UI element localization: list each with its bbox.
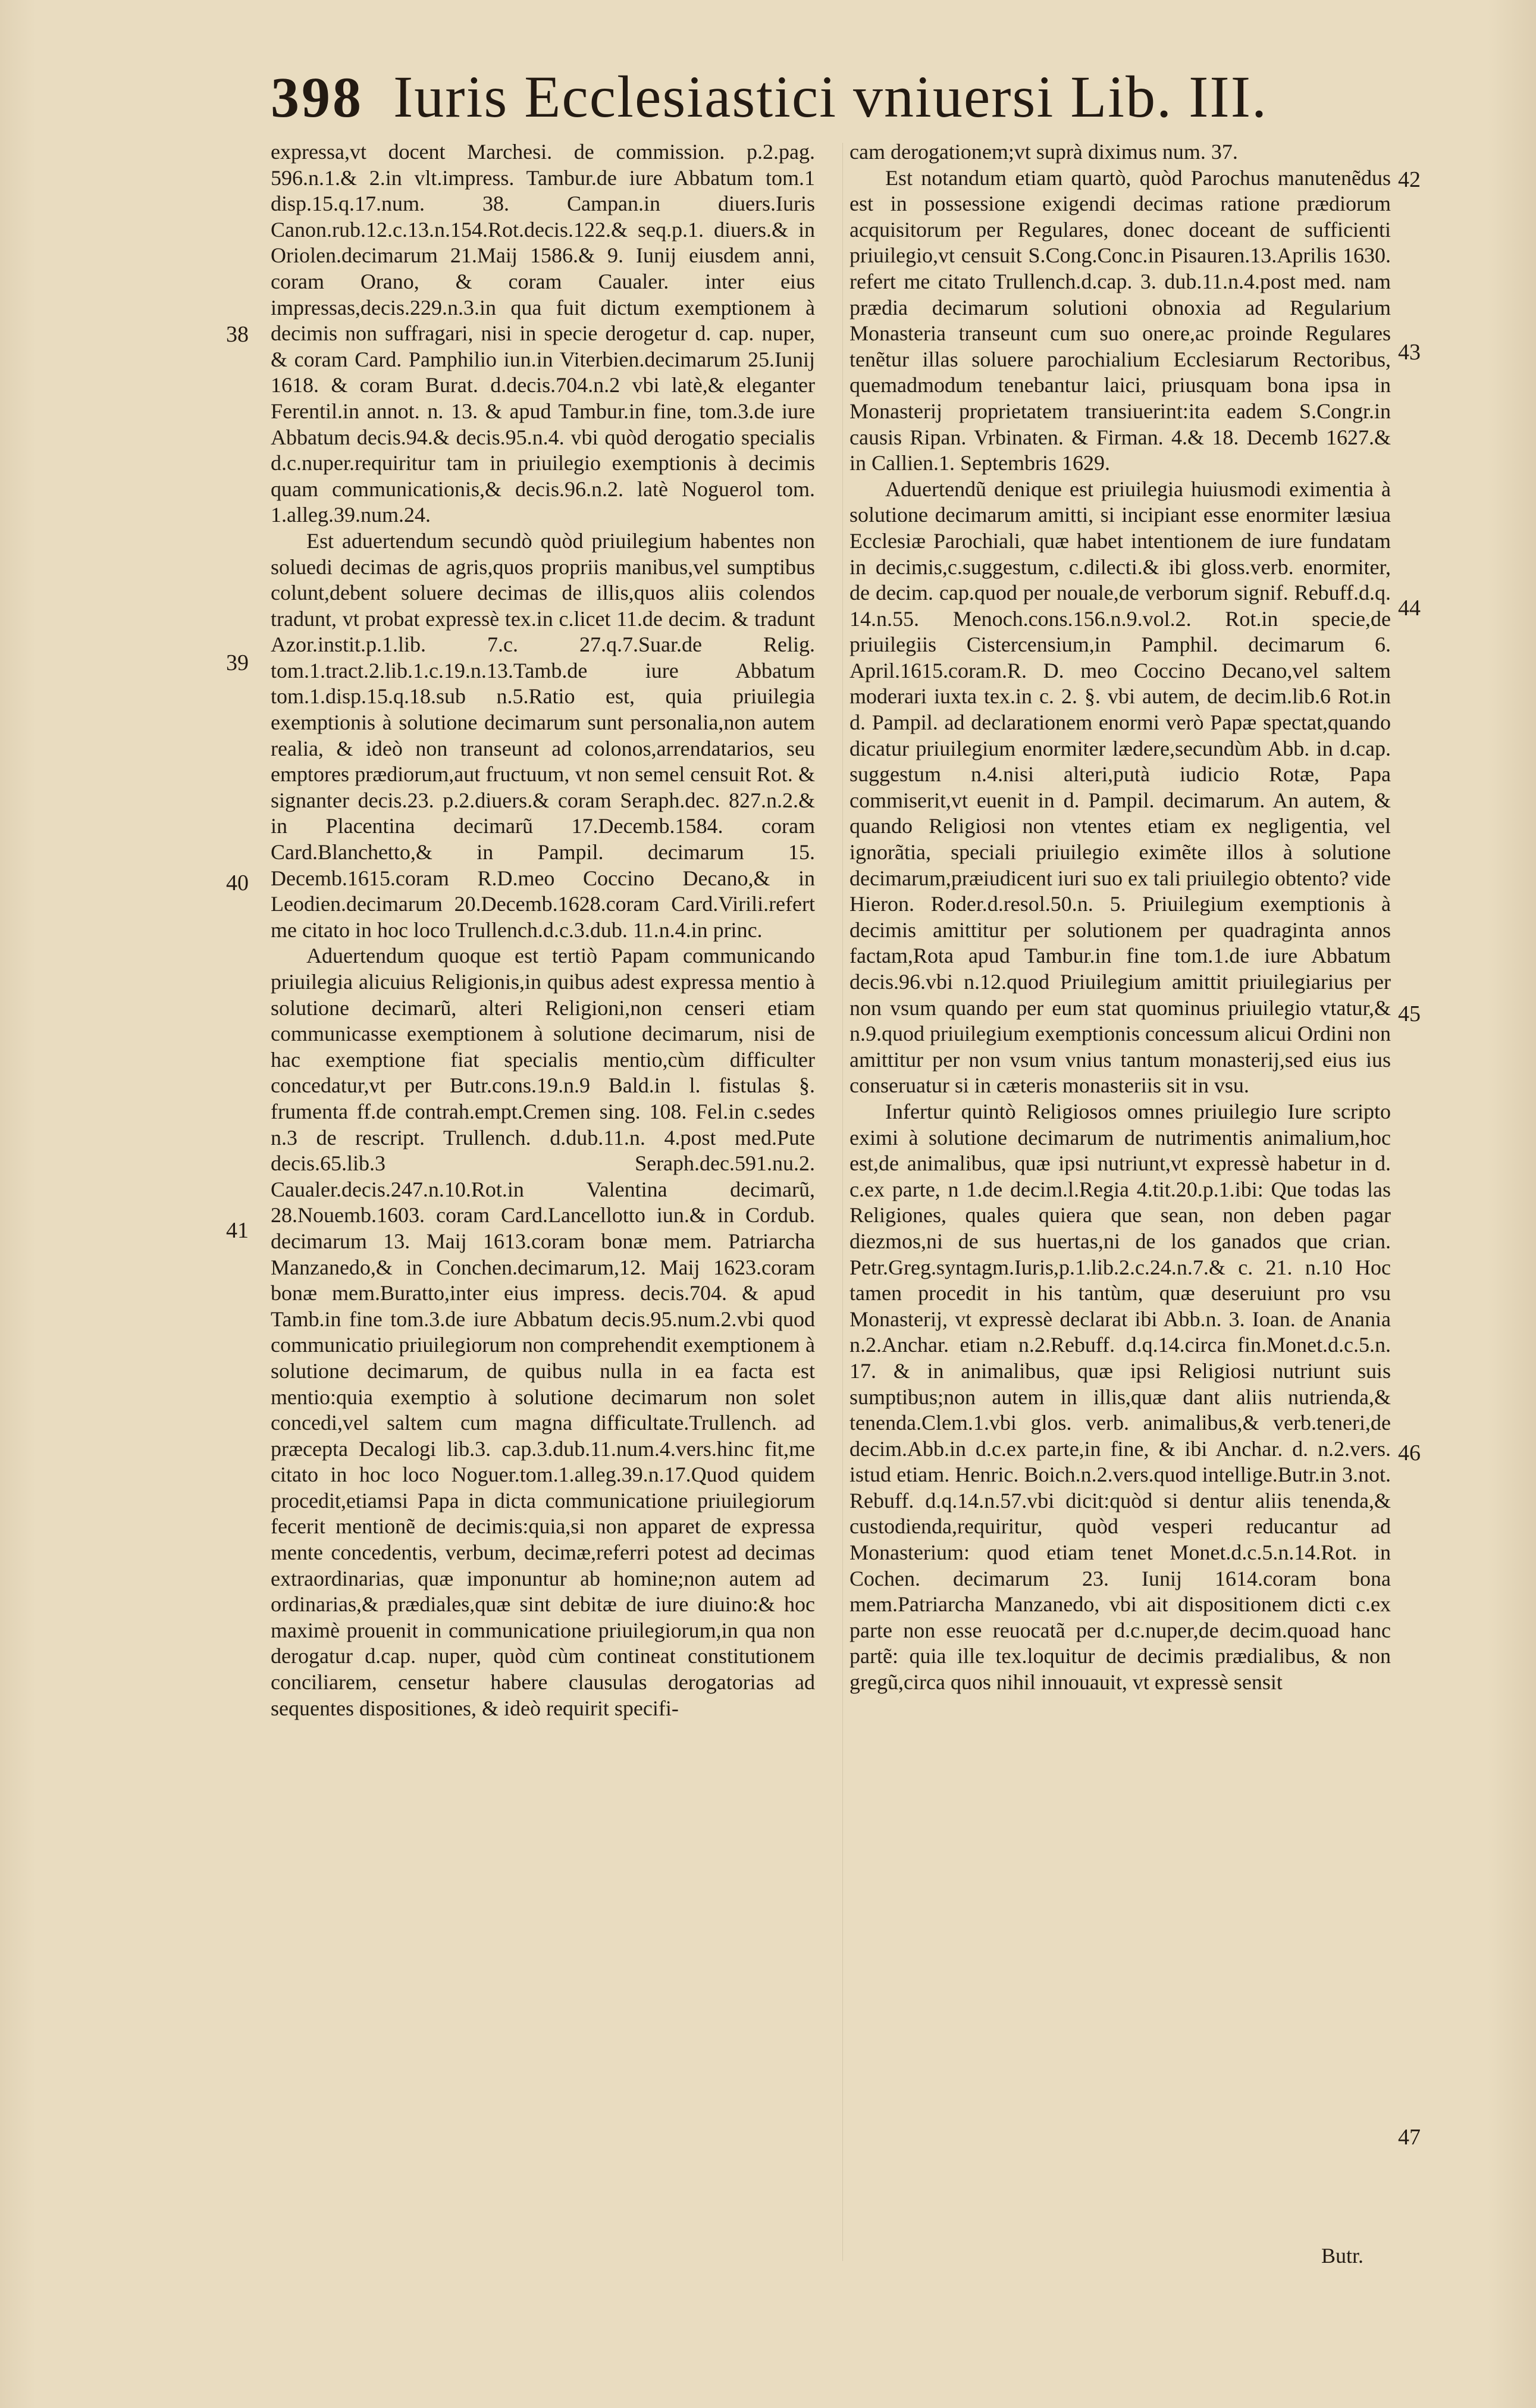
margin-number: 43 xyxy=(1398,340,1421,365)
paragraph: Est aduertendum secundò quòd priuilegium habentes non soluedi decimas de agris,quos propriis manibus,vel sumptibus colunt,debent soluere decimas de illis,quos aliis colendos tradunt, vt probat expressè tex.in c.licet 11.de decim. & tradunt Azor.instit.p.1.lib. 7.c. 27.q.7.Suar.de Relig. tom.1.tract.2.lib.1.c.19.n.13.Tamb.de iure Abbatum tom.1.disp.15.q.18.sub n.5.Ratio est, quia priuilegia exemptionis à solutione decimarum sunt personalia,non autem realia, & ideò non transeunt ad colonos,arrendatarios, seu emptores prædiorum,aut fructuum, vt non semel censuit Rot. & signanter decis.23. p.2.diuers.& coram Seraph.dec. 827.n.2.& in Placentina decimarũ 17.Decemb.1584. coram Card.Blanchetto,& in Pampil. decimarum 15. Decemb.1615.coram R.D.meo Coccino Decano,& in Leodien.decimarum 20.Decemb.1628.coram Card.Virili.refert me citato in hoc loco Trullench.d.c.3.dub. 11.n.4.in princ. xyxy=(271,528,815,942)
margin-number: 44 xyxy=(1398,596,1421,621)
margin-number: 46 xyxy=(1398,1441,1421,1466)
catchword: Butr. xyxy=(1321,2244,1363,2268)
margin-number: 42 xyxy=(1398,167,1421,192)
left-column xyxy=(271,139,815,1721)
page-number: 398 xyxy=(271,65,363,129)
paragraph: Aduertendũ denique est priuilegia huiusmodi eximentia à solutione decimarum amitti, si incipiant esse enormiter læsiua Ecclesiæ Parochiali, quæ habet intentionem de iure fundatam in decimis,c.suggestum, c.dilecti.& ibi gloss.verb. enormiter, de decim. cap.quod per nouale,de verborum signif. Rebuff.d.q. 14.n.55. Menoch.cons.156.n.9.vol.2. Rot.in specie,de priuilegiis Cistercensium,in Pamphil. decimarum 6. April.1615.coram.R. D. meo Coccino Decano,vel saltem moderari iuxta tex.in c. 2. §. vbi autem, de decim.lib.6 Rot.in d. Pampil. ad declarationem enormi verò Papæ spectat,quando dicatur priuilegium enormiter lædere,secundùm Abb. in d.cap. suggestum n.4.nisi alteri,putà iudicio Rotæ, Papa commiserit,vt euenit in d. Pampil. decimarum. An autem, & quando Religiosi non vtentes etiam ex negligentia, vel ignorãtia, speciali priuilegio eximẽte illos à solutione decimarum,præiudicent iuri suo ex tali priuilegio obtento? vide Hieron. Roder.d.resol.50.n. 5. Priuilegium exemptionis à decimis amittitur per solutionem per quadraginta annos factam,Rota apud Tambur.in fine tom.1.de iure Abbatum decis.96.vbi n.12.quod Priuilegium amittit priuilegiarius per non vsum quando per eum stat quominus priuilegio vtatur,& n.9.quod priuilegium exemptionis concessum alicui Ordini non amittitur per non vsum vnius tantum monasterij,sed eius ius conseruatur si in cæteris monasteriis sit in vsu. xyxy=(849,477,1391,1098)
margin-number: 45 xyxy=(1398,1001,1421,1026)
margin-number: 41 xyxy=(226,1218,249,1243)
margin-number: 38 xyxy=(226,322,249,347)
paragraph: Infertur quintò Religiosos omnes priuilegio Iure scripto eximi à solutione decimarum de nutrimentis animalium,hoc est,de animalibus, quæ ipsi nutriunt,vt expressè habetur in d. c.ex parte, n 1.de decim.l.Regia 4.tit.20.p.1.ibi: Que todas las Religiones, quales quiera que sean, non deben pagar diezmos,ni de sus huertas,ni de los ganados que crian. Petr.Greg.syntagm.Iuris,p.1.lib.2.c.24.n.7.& c. 21. n.10 Hoc tamen procedit in his tantùm, quæ deseruiunt pro vsu Monasterij, vt expressè declarat ibi Abb.n. 3. Ioan. de Anania n.2.Anchar. etiam n.2.Rebuff. d.q.14.circa fin.Monet.d.c.5.n. 17. & in animalibus, quæ ipsi Religiosi nutriunt suis sumptibus;non autem in illis,quæ dant aliis nutrienda,& tenenda.Clem.1.vbi glos. verb. animalibus,& verb.teneri,de decim.Abb.in d.c.ex parte,in fine, & ibi Anchar. d. n.2.vers. istud etiam. Henric. Boich.n.2.vers.quod intellige.Butr.in 3.not. Rebuff. d.q.14.n.57.vbi dicit:quòd si dentur aliis tenenda,& custodienda,requiritur, quòd vesperi reducantur ad Monasterium: quod etiam tenet Monet.d.c.5.n.14.Rot. in Cochen. decimarum 23. Iunij 1614.coram bona mem.Patriarcha Manzanedo, vbi ait dispositionem dicti c.ex parte non esse reuocatã per d.c.nuper,de decim.quoad hanc partẽ: quia ille tex.loquitur de decimis prædialibus, & non gregũ,circa quos nihil innouauit, vt expressè sensit xyxy=(849,1099,1391,1695)
column-gutter xyxy=(842,143,843,2261)
right-column xyxy=(849,139,1391,1696)
paragraph: cam derogationem;vt suprà diximus num. 37. xyxy=(849,140,1238,164)
margin-number: 40 xyxy=(226,870,249,895)
page-header xyxy=(271,62,1377,134)
running-title: Iuris Ecclesiastici vniuersi Lib. III. xyxy=(393,64,1268,130)
paragraph: Est notandum etiam quartò, quòd Parochus manutenẽdus est in possessione exigendi decimas ratione prædiorum acquisitorum per Regulares, donec doceant de sufficienti priuilegio,vt censuit S.Cong.Conc.in Pisauren.13.Aprilis 1630. refert me citato Trullench.d.cap. 3. dub.11.n.4.post med. nam prædia decimarum solutioni obnoxia ad Regularium Monasteria transeunt cum suo onere,ac proinde Regulares tenẽtur illas soluere parochialium Ecclesiarum Rectoribus, quemadmodum tenebantur laici, priusquam bona ipsa in Monasterij proprietatem transiuerint:ita eadem S.Congr.in causis Ripan. Vrbinaten. & Firman. 4.& 18. Decemb 1627.& in Callien.1. Septembris 1629. xyxy=(849,165,1391,475)
margin-number: 39 xyxy=(226,650,249,675)
margin-number: 47 xyxy=(1398,2125,1421,2150)
paragraph: Aduertendum quoque est tertiò Papam communicando priuilegia alicuius Religionis,in quibus adest expressa mentio à solutione decimarũ, alteri Religioni,non censeri etiam communicasse exemptionem à solutione decimarum, nisi de hac exemptione fiat specialis mentio,cùm difficulter concedatur,vt per Butr.cons.19.n.9 Bald.in l. fistulas §. frumenta ff.de contrah.empt.Cremen sing. 108. Fel.in c.sedes n.3 de rescript. Trullench. d.dub.11.n. 4.post med.Pute decis.65.lib.3 Seraph.dec.591.nu.2. Caualer.decis.247.n.10.Rot.in Valentina decimarũ, 28.Nouemb.1603. coram Card.Lancellotto iun.& in Cordub. decimarum 13. Maij 1613.coram bonæ mem. Patriarcha Manzanedo,& in Conchen.decimarum,12. Maij 1623.coram bonæ mem.Buratto,inter eius impress. decis.704. & apud Tamb.in fine tom.3.de iure Abbatum decis.95.num.2.vbi quod communicatio priuilegiorum non comprehendit exemptionem à solutione decimarum, de quibus nulla in ea facta est mentio:quia exemptio à solutione decimarum non solet concedi,vel saltem cum magna difficultate.Trullench. ad præcepta Decalogi lib.3. cap.3.dub.11.num.4.vers.hinc fit,me citato in hoc loco Noguer.tom.1.alleg.39.n.17.Quod quidem procedit,etiamsi Papa in dicta communicatione priuilegiorum fecerit mentionẽ de decimis:quia,si non apparet de expressa mente concedentis, verbum, decimæ,referri potest ad decimas extraordinarias, quæ imponuntur ab homine;non autem ad ordinarias,& prædiales,quæ sint debitæ de iure diuino:& hoc maximè prouenit in communicatione priuilegiorum,in qua non derogatur d.cap. nuper, quòd cùm contineat constitutionem conciliarem, censetur habere clausulas derogatorias ad sequentes dispositiones, & ideò requirit specifi- xyxy=(271,944,815,1720)
paragraph: expressa,vt docent Marchesi. de commission. p.2.pag. 596.n.1.& 2.in vlt.impress. Tambur.de iure Abbatum tom.1 disp.15.q.17.num. 38. Campan.in diuers.Iuris Canon.rub.12.c.13.n.154.Rot.decis.122.& seq.p.1. diuers.& in Oriolen.decimarum 21.Maij 1586.& 9. Iunij eiusdem anni, coram Orano, & coram Caualer. inter eius impressas,decis.229.n.3.in qua fuit dictum exemptionem à decimis non suffragari, nisi in specie derogetur d. cap. nuper, & coram Card. Pamphilio iun.in Viterbien.decimarum 25.Iunij 1618. & coram Burat. d.decis.704.n.2 vbi latè,& eleganter Ferentil.in annot. n. 13. & apud Tambur.in fine, tom.3.de iure Abbatum decis.94.& decis.95.n.4. vbi quòd derogatio specialis d.c.nuper.requiritur tam in priuilegio exemptionis à decimis quam communicationis,& decis.96.n.2. latè Noguerol tom. 1.alleg.39.num.24. xyxy=(271,140,815,527)
